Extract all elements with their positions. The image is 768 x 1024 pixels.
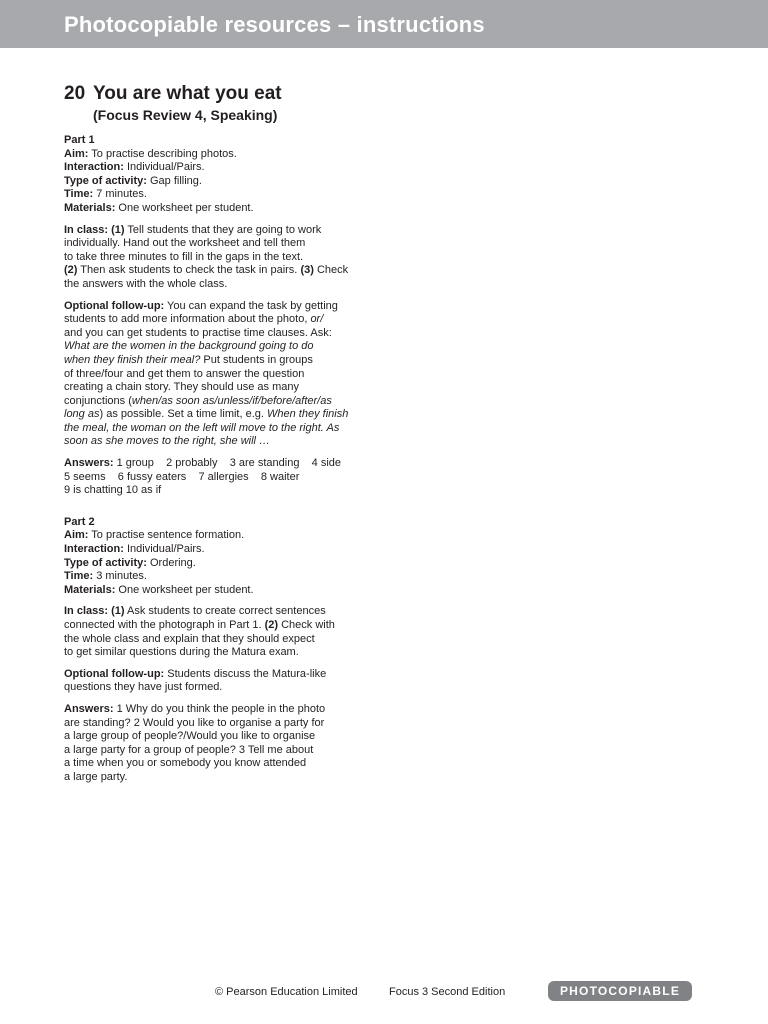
part-1-type: Type of activity: Gap filling. [64, 174, 202, 187]
part-2-materials: Materials: One worksheet per student. [64, 583, 254, 596]
part-1-time: Time: 7 minutes. [64, 188, 147, 201]
part-1-follow-up: Optional follow-up: You can expand the task by getting students to add more information about the photo, or/ and you can get students to practise time clauses. Ask: What are the women in the background going to do when they finish their meal? Put students in groups of three/four and get them to answer the question creating a chain story. They should use as many conjunctions (when/as soon as/unless/if/before/after/as long as) as possible. Set a time limit, e.g. When they finish the meal, the woman on the left will move to the right. As soon as she moves to the right, she will … [64, 299, 349, 448]
photocopiable-badge: PHOTOCOPIABLE [548, 981, 692, 1001]
unit-title-text: You are what you eat [93, 83, 282, 104]
part-1-materials: Materials: One worksheet per student. [64, 201, 254, 214]
part-1-interaction: Interaction: Individual/Pairs. [64, 161, 205, 174]
part-2-time: Time: 3 minutes. [64, 570, 147, 583]
part-1-answers: Answers: 1 group 2 probably 3 are standing 4 side 5 seems 6 fussy eaters 7 allergies 8 waiter 9 is chatting 10 as if [64, 457, 342, 497]
part-1 [64, 134, 384, 498]
part-2-aim: Aim: To practise sentence formation. [64, 529, 245, 542]
header-title: Photocopiable resources – instructions [64, 12, 485, 37]
unit-title [64, 82, 384, 106]
part-2 [64, 516, 384, 785]
header-bar [0, 0, 768, 48]
part-2-follow-up: Optional follow-up: Students discuss the Matura-like questions they have just formed. [64, 667, 327, 694]
part-2-heading: Part 2 [64, 515, 95, 528]
part-2-type: Type of activity: Ordering. [64, 556, 196, 569]
part-2-in-class: In class: (1) Ask students to create correct sentences connected with the photograph in Part 1. (2) Check with the whole class and explain that they should expect to get similar questions during the Matura exam. [64, 605, 335, 659]
footer-edition: Focus 3 Second Edition [389, 986, 506, 998]
worksheet-instructions [64, 82, 384, 785]
part-1-in-class: In class: (1) Tell students that they are going to work individually. Hand out the worksheet and tell them to take three minutes to fill in the gaps in the text. (2) Then ask students to check the task in pairs. (3) Check the answers with the whole class. [64, 223, 349, 290]
footer-copyright: © Pearson Education Limited [215, 986, 358, 998]
part-1-heading: Part 1 [64, 134, 95, 146]
part-2-interaction: Interaction: Individual/Pairs. [64, 543, 205, 556]
unit-number: 20 [64, 83, 86, 104]
part-1-aim: Aim: To practise describing photos. [64, 147, 237, 160]
part-2-answers: Answers: 1 Why do you think the people in the photo are standing? 2 Would you like to organise a party for a large group of people?/Would you like to organise a large party for a group of people? 3 Tell me about a time when you or somebody you know attended a large party. [64, 702, 326, 783]
unit-subtitle: (Focus Review 4, Speaking) [93, 107, 278, 123]
